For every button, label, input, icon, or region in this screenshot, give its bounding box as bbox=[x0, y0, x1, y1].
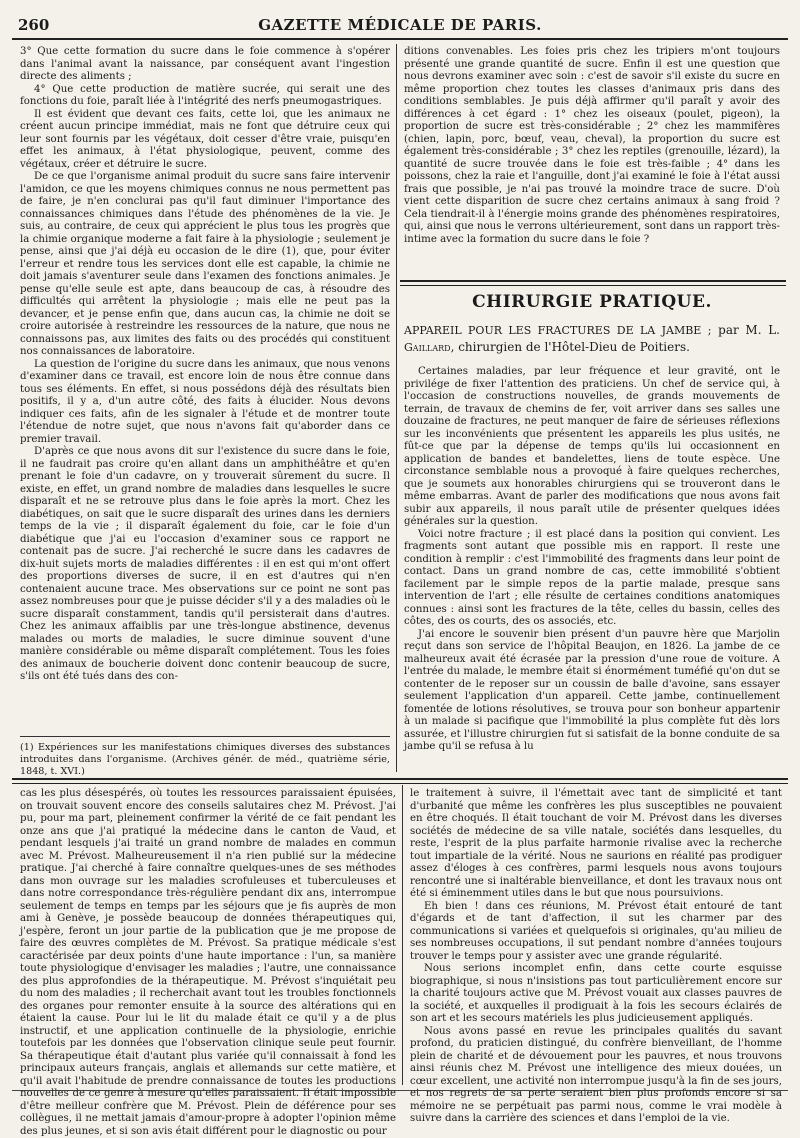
paragraph: Il est évident que devant ces faits, cette loi, que les animaux ne créent aucun principe immédiat, mais ne font que détruire ceux qui leur sont fournis par les végétaux, doit cesser d'être vraie, puisqu'en effet les animaux, à l'état physiologique, peuvent, comme des végétaux, créer et détruire le sucre. bbox=[20, 108, 390, 170]
paragraph: 3° Que cette formation du sucre dans le foie commence à s'opérer dans l'animal avant la naissance, par conséquent avant l'ingestion directe des aliments ; bbox=[20, 46, 390, 82]
section-title: CHIRURGIE PRATIQUE. bbox=[472, 292, 712, 312]
subtitle-part: par M. L. bbox=[711, 323, 780, 337]
paragraph: 4° Que cette production de matière sucrée, qui serait une des fonctions du foie, paraît liée à l'intégrité des nerfs pneumogastriques. bbox=[20, 83, 390, 107]
paragraph: Eh bien ! dans ces réunions, M. Prévost était entouré de tant d'égards et de tant d'affection, il sut les charmer par des communications si variées et quelquefois si originales, qu'au milieu de ses nombreuses occupations, il sut pendant nombre d'années toujours trouver le temps pour y assister avec une grande régularité. bbox=[410, 900, 782, 962]
paragraph: La question de l'origine du sucre dans les animaux, que nous venons d'examiner dans ce travail, est encore loin de nous être connue dans tous ses éléments. En effet, si nous possédons déjà des résultats bien positifs, il y a, d'un autre côté, des faits à élucider. Nous devons indiquer ces faits, afin de les signaler à l'étude et de montrer toute l'étendue de notre sujet, que nous n'avons fait qu'aborder dans ce premier travail. bbox=[20, 358, 390, 445]
author-name: Gaillard bbox=[404, 341, 451, 354]
page-header bbox=[12, 14, 788, 40]
column-left-bottom bbox=[20, 788, 396, 1137]
article-body bbox=[404, 366, 780, 772]
column-divider bbox=[402, 785, 403, 1085]
footnote-rule bbox=[20, 736, 390, 737]
page-number: 260 bbox=[18, 16, 50, 34]
paragraph: De ce que l'organisme animal produit du sucre sans faire intervenir l'amidon, ce que les moyens chimiques connus ne nous permettent pas de faire, je n'en conclurai pas qu'il faut diminuer l'importance des connaissances chimiques dans l'étude des phénomènes de la vie. Je suis, au contraire, de ceux qui apprécient le plus tous les progrès que la chimie organique moderne a fait faire à la physiologie ; seulement je pense, ainsi que j'ai déjà eu occasion de le dire (1), que, pour éviter l'erreur et rendre tous les services dont elle est capable, la chimie ne doit jamais s'aventurer seule dans l'examen des fonctions animales. Je pense qu'elle seule est apte, dans beaucoup de cas, à résoudre des difficultés qui arrêtent la physiologie ; mais elle ne peut pas la devancer, et je pense enfin que, dans aucun cas, la chimie ne doit se croire autorisée à restreindre les ressources de la nature, que nous ne connaissons pas, aux limites des faits ou des procédés qui constituent nos connaissances de laboratoire. bbox=[20, 171, 390, 357]
footnote-text: (1) Expériences sur les manifestations chimiques diverses des substances introduites dans l'organisme. (Archives génér. de méd., quatrième série, 1848, t. XVI.) bbox=[20, 742, 390, 777]
paragraph: Nous avons passé en revue les principales qualités du savant profond, du praticien distingué, du confrère bienveillant, de l'homme plein de charité et de dévouement pour les pauvres, et nous trouvons ainsi réunis chez M. Prévost une intelligence des mieux douées, un cœur excellent, une activité non interrompue jusqu'à la fin de ses jours, et nos regrets de sa perte seraient bien plus profonds encore si sa mémoire ne se perpétuait pas parmi nous, comme le vrai modèle à suivre dans la carrière des sciences et dans l'emploi de la vie. bbox=[410, 1025, 782, 1124]
column-right-top bbox=[404, 46, 780, 278]
journal-title: GAZETTE MÉDICALE DE PARIS. bbox=[258, 16, 542, 34]
column-left-top bbox=[20, 46, 390, 736]
column-right-bottom bbox=[410, 788, 782, 1124]
paragraph: ditions convenables. Les foies pris chez les tripiers m'ont toujours présenté une grande quantité de sucre. Enfin il est une question que nous devrons examiner avec soin : c'est de savoir s'il existe du sucre en même proportion chez toutes les classes d'animaux pris dans des conditions semblables. Je puis déjà affirmer qu'il paraît y avoir des différences à cet égard : 1° chez les oiseaux (poulet, pigeon), la proportion de sucre est très-considérable ; 2° chez les mammifères (chien, lapin, porc, bœuf, veau, cheval), la proportion du sucre est également très-considérable ; 3° chez les reptiles (grenouille, lézard), la quantité de sucre trouvée dans le foie est très-faible ; 4° dans les poissons, chez la raie et l'anguille, dont j'ai examiné le foie à l'état aussi frais que possible, je n'ai pas trouvé la moindre trace de sucre. D'où vient cette disparition de sucre chez certains animaux à sang froid ? Cela tiendrait-il à l'énergie moins grande des phénomènes respiratoires, qui, ainsi que nous le verrons ultérieurement, sont dans un rapport très-intime avec la formation du sucre dans le foie ? bbox=[404, 46, 780, 245]
paragraph: D'après ce que nous avons dit sur l'existence du sucre dans le foie, il ne faudrait pas croire qu'en allant dans un amphithéâtre et qu'en prenant le foie d'un cadavre, on y trouverait sûrement du sucre. Il existe, en effet, un grand nombre de maladies dans lesquelles le sucre disparaît et ne se retrouve plus dans le foie après la mort. Chez les diabétiques, on sait que le sucre disparaît des urines dans les derniers temps de la vie ; il disparaît également du foie, car le foie d'un diabétique que j'ai eu l'occasion d'examiner sous ce rapport ne contenait pas de sucre. J'ai recherché le sucre dans les cadavres de dix-huit sujets morts de maladies différentes : il en est qui m'ont offert des proportions diverses de sucre, il en est d'autres qui n'en contenaient aucune trace. Mes observations sur ce point ne sont pas assez nombreuses pour que je puisse décider s'il y a des maladies où le sucre disparaît constamment, tandis qu'il persisterait dans d'autres. Chez les animaux affaiblis par une très-longue abstinence, devenus malades ou morts de maladies, le sucre diminue souvent d'une manière considérable ou même disparaît complétement. Tous les foies des animaux de boucherie doivent donc contenir beaucoup de sucre, s'ils ont été tués dans des con- bbox=[20, 446, 390, 682]
column-divider bbox=[396, 44, 397, 772]
paragraph: le traitement à suivre, il l'émettait avec tant de simplicité et tant d'urbanité que même les confrères les plus susceptibles ne pouvaient en être choqués. Il était touchant de voir M. Prévost dans les diverses sociétés de médecine de sa ville natale, sociétés dans lesquelles, du reste, l'esprit de la plus parfaite harmonie rivalise avec la recherche tout impartiale de la vérité. Nous ne saurions en réalité pas prodiguer assez d'éloges à ces confrères, parmi lesquels nous avons toujours rencontré une si inaltérable bienveillance, et dont les travaux nous ont été si éminemment utiles dans le but que nous poursuivions. bbox=[410, 788, 782, 899]
article-subtitle bbox=[404, 322, 780, 356]
paragraph: cas les plus désespérés, où toutes les ressources paraissaient épuisées, on trouvait souvent encore des conseils salutaires chez M. Prévost. J'ai pu, pour ma part, pleinement confirmer la vérité de ce fait pendant les onze ans que j'ai pratiqué la médecine dans le canton de Vaud, et pendant lesquels j'ai traité un grand nombre de malades en commun avec M. Prévost. Malheureusement il n'a rien publié sur la médecine pratique. J'ai cherché à faire connaître quelques-unes de ses méthodes dans mon ouvrage sur les maladies scrofuleuses et tuberculeuses et dans notre correspondance très-régulière pendant dix ans, interrompue seulement de temps en temps par les séjours que je fis auprès de mon ami à Genève, je possède beaucoup de données thérapeutiques qui, j'espère, feront un jour partie de la publication que je me propose de faire des œuvres complètes de M. Prévost. Sa pratique médicale s'est caractérisée par deux points d'une haute importance : l'un, sa manière toute physiologique d'envisager les maladies ; l'autre, une connaissance des plus approfondies de la thérapeutique. M. Prévost s'inquiétait peu du nom des maladies ; il recherchait avant tout les troubles fonctionnels des organes pour remonter ensuite à la source des altérations qui en étaient la cause. Pour lui le lit du malade était ce qu'il y a de plus instructif, et une application continuelle de la physiologie, enrichie toutefois par les données que l'observation clinique seule peut fournir. Sa thérapeutique était d'autant plus variée qu'il connaissait à fond les principaux auteurs français, anglais et allemands sur cette matière, et qu'il avait l'habitude de prendre connaissance de toutes les productions nouvelles de ce genre à mesure qu'elles paraissaient. Il était impossible d'être meilleur confrère que M. Prévost. Plein de déférence pour ses collègues, il ne mettait jamais d'amour-propre à adopter l'opinion même des plus jeunes, et si son avis était différent pour le diagnostic ou pour bbox=[20, 788, 396, 1137]
subtitle-part: APPAREIL POUR LES FRACTURES DE LA JAMBE ; bbox=[404, 324, 712, 337]
footnote bbox=[20, 742, 390, 778]
bottom-rule bbox=[12, 1090, 788, 1091]
paragraph: Nous serions incomplet enfin, dans cette courte esquisse biographique, si nous n'insistions pas tout particulièrement encore sur la charité toujours active que M. Prévost vouait aux classes pauvres de la société, et auxquelles il prodiguait à la fois les secours éclairés de son art et les secours matériels les plus judicieusement appliqués. bbox=[410, 963, 782, 1024]
paragraph: Certaines maladies, par leur fréquence et leur gravité, ont le privilége de fixer l'attention des praticiens. Un chef de service qui, à l'occasion de constructions nouvelles, de grands mouvements de terrain, de travaux de chemins de fer, voit arriver dans ses salles une douzaine de fractures, ne peut manquer de faire de sérieuses réflexions sur les inconvénients que présentent les appareils les plus usités, ne fût-ce que par la dépense de temps qu'ils lui occasionnent en application de bandes et bandelettes, liens de toute espèce. Une circonstance semblable nous a provoqué à faire quelques recherches, que je soumets aux honorables chirurgiens qui se trouveront dans le même embarras. Avant de parler des modifications que nous avons fait subir aux appareils, il nous paraît utile de présenter quelques idées générales sur la question. bbox=[404, 366, 780, 527]
paragraph: J'ai encore le souvenir bien présent d'un pauvre hère que Marjolin reçut dans son service de l'hôpital Beaujon, en 1826. La jambe de ce malheureux avait été écrasée par la pression d'une roue de voiture. A l'entrée du malade, le membre était si énormément tuméfié qu'on dut se contenter de le reposer sur un coussin de balle d'avoine, sans essayer seulement l'application d'un appareil. Cette jambe, continuellement fomentée de lotions résolutives, se trouva pour son bonheur appartenir à un malade si pacifique que l'immobilité la plus complète fut dès lors assurée, et l'illustre chirurgien fut si satisfait de la bonne conduite de sa jambe qu'il se refusa à lu bbox=[404, 628, 780, 752]
paragraph: Voici notre fracture ; il est placé dans la position qui convient. Les fragments sont autant que possible mis en rapport. Il reste une condition à remplir : c'est l'immobilité des fragments dans leur point de contact. Dans un grand nombre de cas, cette immobilité s'obtient facilement par le simple repos de la partie malade, presque sans intervention de l'art ; elle résulte de certaines conditions anatomiques connues : ainsi sont les fractures de la tête, celles du bassin, celles des côtes, des os courts, des os associés, etc. bbox=[404, 528, 780, 627]
section-rule bbox=[400, 280, 786, 286]
subtitle-part: , chirurgien de l'Hôtel-Dieu de Poitiers. bbox=[450, 340, 690, 354]
feuilleton-rule bbox=[12, 778, 788, 784]
